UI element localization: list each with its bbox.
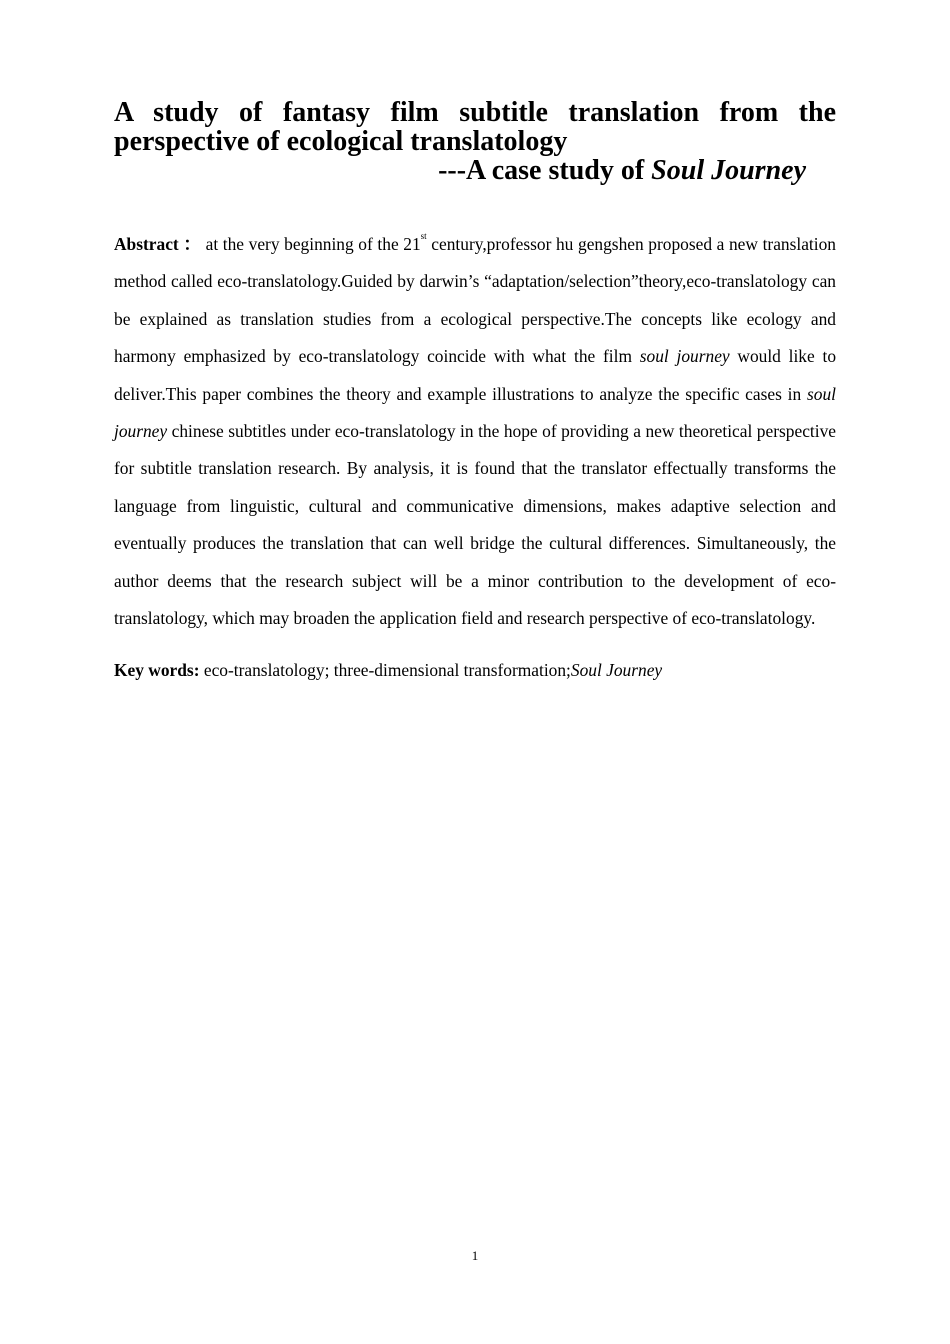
abstract-text-1: at the very beginning of the 21 — [201, 234, 421, 254]
page-number: 1 — [471, 1248, 479, 1263]
keywords-label: Key words: — [114, 660, 200, 681]
abstract-italic-1: soul journey — [639, 346, 730, 367]
keywords-text: eco-translatology; three-dimensional transformation; — [199, 660, 571, 681]
abstract-label: Abstract — [114, 234, 179, 254]
subtitle-prefix: ---A case study of — [438, 155, 652, 186]
abstract-colon: ： — [183, 234, 201, 254]
abstract-text-2: century,professor hu gengshen proposed a new translation method called eco-translatology.Guided by darwin’s “adaptation/selection”theory,eco-translatology can be explained as translation studies from a ecological perspective.The concepts like ecology and harmony emphasized by eco-translatology coincide with what the film — [114, 234, 836, 367]
keywords-italic: Soul Journey — [570, 660, 663, 681]
subtitle-film-name: Soul Journey — [651, 155, 806, 186]
paper-title: A study of fantasy film subtitle translation from the perspective of ecological translatology — [114, 97, 836, 157]
abstract-italic-2: soul journey — [114, 383, 836, 442]
abstract-superscript: st — [420, 231, 427, 241]
abstract-text-3: would like to deliver.This paper combines the theory and example illustrations to analyze the specific cases in — [114, 346, 837, 404]
abstract-text-4: chinese subtitles under eco-translatology in the hope of providing a new theoretical perspective for subtitle translation research. By analysis, it is found that the translator effectually transforms the language from linguistic, cultural and communicative dimensions, makes adaptive selection and eventually produces the translation that can well bridge the cultural differences. Simultaneously, the author deems that the research subject will be a minor contribution to the development of eco-translatology, which may broaden the application field and research perspective of eco-translatology. — [114, 421, 836, 629]
abstract-paragraph — [114, 226, 836, 637]
keywords-line — [114, 657, 836, 683]
paper-subtitle — [114, 156, 836, 186]
paper-page — [114, 98, 836, 701]
